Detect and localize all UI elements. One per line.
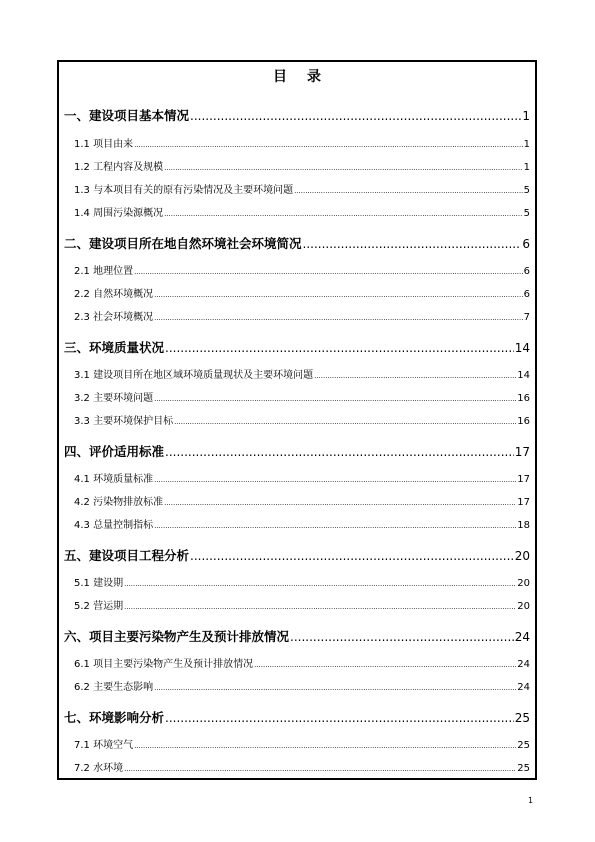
- dot-leader: [164, 210, 523, 218]
- toc-section-entry[interactable]: [64, 366, 530, 381]
- toc-entry-page: 20: [517, 578, 530, 589]
- toc-section-entry[interactable]: [64, 470, 530, 485]
- toc-section-entry[interactable]: [64, 736, 530, 751]
- toc-entry-label: 5.1 建设期: [74, 578, 124, 589]
- toc-chapter-entry[interactable]: [64, 338, 530, 356]
- toc-entry-page: 17: [514, 445, 530, 459]
- dot-leader: [154, 395, 516, 403]
- toc-entry-page: 18: [517, 520, 530, 531]
- toc-section-entry[interactable]: [64, 262, 530, 277]
- toc-entry-label: 一、建设项目基本情况: [64, 108, 190, 123]
- dot-leader: [154, 291, 523, 299]
- dot-leader: [294, 187, 523, 195]
- toc-section-entry[interactable]: [64, 158, 530, 173]
- dot-leader: [303, 237, 522, 251]
- toc-chapter-entry[interactable]: [64, 106, 530, 124]
- dot-leader: [134, 268, 523, 276]
- toc-chapter-entry[interactable]: [64, 234, 530, 252]
- toc-section-entry[interactable]: [64, 204, 530, 219]
- toc-entry-page: 17: [517, 474, 530, 485]
- toc-chapter-entry[interactable]: [64, 708, 530, 726]
- toc-entry-label: 二、建设项目所在地自然环境社会环境简况: [64, 236, 302, 251]
- toc-entry-page: 5: [523, 208, 530, 219]
- toc-entry-label: 七、环境影响分析: [64, 710, 165, 725]
- toc-section-entry[interactable]: [64, 655, 530, 670]
- toc-section-entry[interactable]: [64, 678, 530, 693]
- toc-entry-page: 25: [517, 740, 530, 751]
- dot-leader: [134, 141, 523, 149]
- toc-entry-label: 1.3 与本项目有关的原有污染情况及主要环境问题: [74, 185, 294, 196]
- toc-chapter-entry[interactable]: [64, 627, 530, 645]
- toc-entry-page: 14: [517, 370, 530, 381]
- dot-leader: [164, 499, 516, 507]
- toc-section-entry[interactable]: [64, 285, 530, 300]
- toc-frame: [57, 60, 537, 780]
- toc-section-entry[interactable]: [64, 597, 530, 612]
- toc-entry-label: 4.1 环境质量标准: [74, 474, 154, 485]
- toc-section-entry[interactable]: [64, 308, 530, 323]
- dot-leader: [164, 164, 523, 172]
- toc-entry-label: 四、评价适用标准: [64, 444, 165, 459]
- toc-section-entry[interactable]: [64, 516, 530, 531]
- toc-entry-label: 1.1 项目由来: [74, 139, 134, 150]
- toc-entry-label: 4.3 总量控制指标: [74, 520, 154, 531]
- dot-leader: [154, 522, 516, 530]
- toc-section-entry[interactable]: [64, 574, 530, 589]
- toc-entry-page: 6: [522, 237, 530, 251]
- toc-entry-page: 25: [517, 763, 530, 774]
- toc-section-entry[interactable]: [64, 389, 530, 404]
- toc-entry-label: 2.1 地理位置: [74, 266, 134, 277]
- toc-entry-label: 六、项目主要污染物产生及预计排放情况: [64, 629, 290, 644]
- toc-entry-page: 20: [517, 601, 530, 612]
- toc-entry-label: 4.2 污染物排放标准: [74, 497, 164, 508]
- dot-leader: [124, 580, 516, 588]
- toc-entry-label: 五、建设项目工程分析: [64, 548, 190, 563]
- toc-entry-page: 24: [514, 630, 530, 644]
- toc-entry-label: 6.2 主要生态影响: [74, 682, 154, 693]
- toc-entry-page: 16: [517, 393, 530, 404]
- toc-entry-page: 24: [517, 659, 530, 670]
- toc-entry-page: 24: [517, 682, 530, 693]
- toc-entry-label: 1.2 工程内容及规模: [74, 162, 164, 173]
- toc-section-entry[interactable]: [64, 412, 530, 427]
- toc-entry-page: 16: [517, 416, 530, 427]
- dot-leader: [254, 661, 516, 669]
- toc-entry-page: 1: [523, 162, 530, 173]
- dot-leader: [134, 742, 516, 750]
- dot-leader: [174, 418, 516, 426]
- toc-entry-label: 1.4 周围污染源概况: [74, 208, 164, 219]
- toc-section-entry[interactable]: [64, 493, 530, 508]
- toc-entry-label: 5.2 营运期: [74, 601, 124, 612]
- toc-entry-page: 14: [514, 341, 530, 355]
- toc-entry-label: 3.3 主要环境保护目标: [74, 416, 174, 427]
- toc-entry-page: 20: [514, 549, 530, 563]
- title-char-1: 目: [273, 69, 287, 85]
- toc-entry-page: 6: [523, 266, 530, 277]
- toc-entry-label: 3.2 主要环境问题: [74, 393, 154, 404]
- dot-leader: [154, 476, 516, 484]
- dot-leader: [290, 630, 514, 644]
- toc-entry-label: 6.1 项目主要污染物产生及预计排放情况: [74, 659, 254, 670]
- toc-entry-label: 2.2 自然环境概况: [74, 289, 154, 300]
- toc-entry-label: 三、环境质量状况: [64, 340, 165, 355]
- title-char-2: 录: [307, 69, 321, 85]
- dot-leader: [190, 109, 521, 123]
- page-number: 1: [528, 796, 534, 805]
- toc-chapter-entry[interactable]: [64, 442, 530, 460]
- toc-entry-label: 7.1 环境空气: [74, 740, 134, 751]
- dot-leader: [165, 445, 514, 459]
- dot-leader: [190, 549, 514, 563]
- toc-section-entry[interactable]: [64, 135, 530, 150]
- toc-entry-label: 3.1 建设项目所在地区域环境质量现状及主要环境问题: [74, 370, 314, 381]
- dot-leader: [154, 314, 523, 322]
- toc-entry-label: 2.3 社会环境概况: [74, 312, 154, 323]
- toc-entry-page: 17: [517, 497, 530, 508]
- toc-entry-page: 5: [523, 185, 530, 196]
- dot-leader: [165, 711, 514, 725]
- toc-entry-label: 7.2 水环境: [74, 763, 124, 774]
- dot-leader: [165, 341, 514, 355]
- toc-entry-page: 6: [523, 289, 530, 300]
- toc-entry-page: 7: [523, 312, 530, 323]
- toc-chapter-entry[interactable]: [64, 546, 530, 564]
- toc-entry-page: 25: [514, 711, 530, 725]
- dot-leader: [314, 372, 516, 380]
- toc-section-entry[interactable]: [64, 759, 530, 774]
- dot-leader: [124, 765, 516, 773]
- toc-section-entry[interactable]: [64, 181, 530, 196]
- dot-leader: [124, 603, 516, 611]
- dot-leader: [154, 684, 516, 692]
- toc-title: [59, 66, 535, 86]
- toc-entry-page: 1: [523, 139, 530, 150]
- toc-entry-page: 1: [522, 109, 530, 123]
